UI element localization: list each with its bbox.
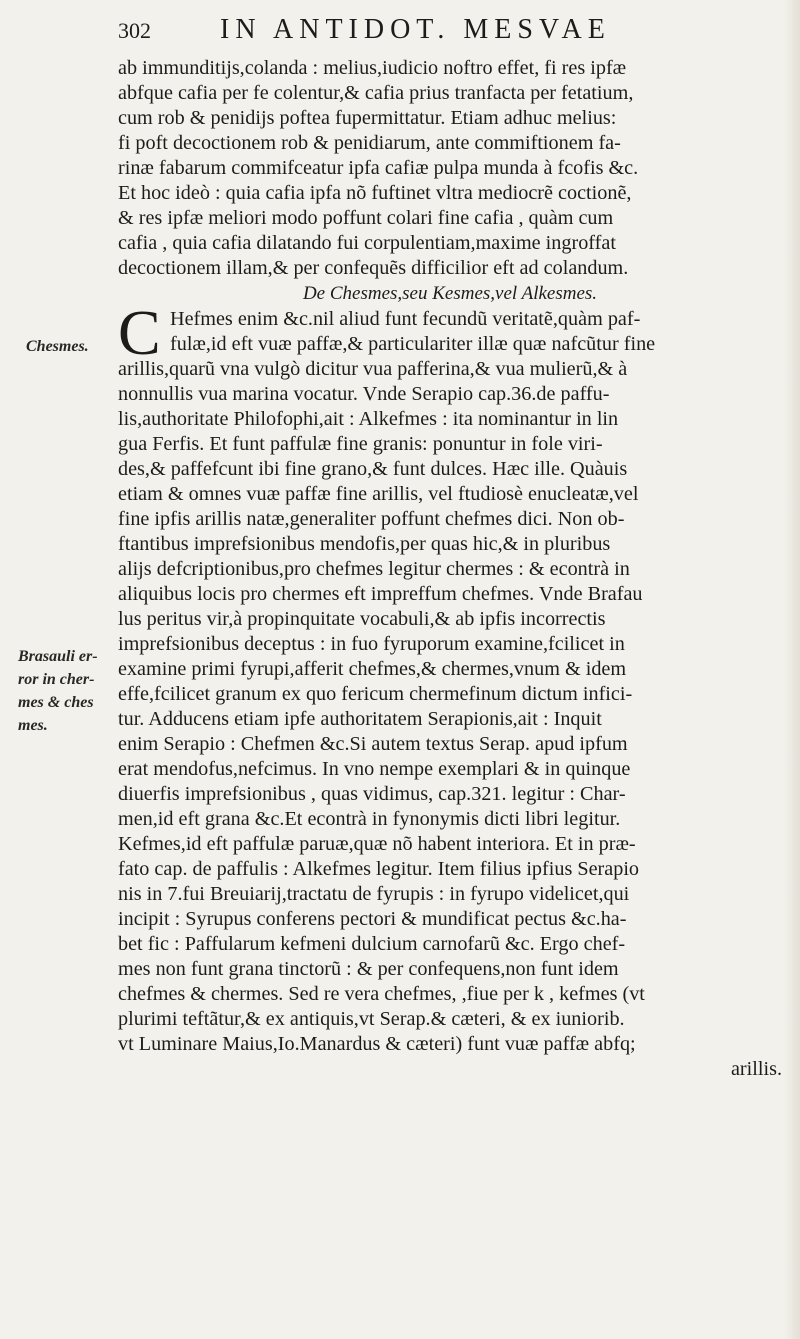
text-line: cafia , quia cafia dilatando fui corpulentiam,maxime ingroffat (118, 232, 616, 254)
drop-cap: C (118, 297, 161, 368)
paragraph-before (118, 56, 782, 281)
text-line: incipit : Syrupus conferens pectori & mundificat pectus &c.ha- (118, 908, 627, 930)
text-line: chefmes & chermes. Sed re vera chefmes, ,fiue per k , kefmes (vt (118, 983, 645, 1005)
text-line: decoctionem illam,& per confequẽs difficilior eft ad colandum. (118, 257, 629, 279)
margin-note-line: mes. (18, 717, 48, 734)
text-line: Et hoc ideò : quia cafia ipfa nõ fuftinet vltra mediocrẽ coctionẽ, (118, 182, 632, 204)
margin-note-line: Brasauli er- (18, 648, 98, 665)
margin-note-chesmes: Chesmes. (26, 338, 89, 355)
text-line: cum rob & penidijs poftea fupermittatur. Etiam adhuc melius: (118, 107, 617, 129)
catchword: arillis. (730, 1058, 782, 1080)
running-head: IN ANTIDOT. MESVAE (220, 14, 611, 45)
text-line: lis,authoritate Philofophi,ait : Alkefmes : ita nominantur in lin (118, 408, 619, 430)
text-line: examine primi fyrupi,afferit chefmes,& chermes,vnum & idem (118, 658, 627, 680)
text-line: Hefmes enim &c.nil aliud funt fecundũ veritatẽ,quàm paf- (170, 308, 641, 330)
section-heading: De Chesmes,seu Kesmes,vel Alkesmes. (302, 283, 598, 304)
page-number: 302 (118, 18, 151, 43)
text-line: des,& paffefcunt ibi fine grano,& funt dulces. Hæc ille. Quàuis (118, 458, 628, 480)
text-line: abfque cafia per fe colentur,& cafia prius tranfacta per fetatium, (118, 82, 634, 104)
text-line: alijs defcriptionibus,pro chefmes legitur chermes : & econtrà in (118, 558, 630, 580)
text-line: arillis,quarũ vna vulgò dicitur vua pafferina,& vua mulierũ,& à (118, 358, 628, 380)
text-line: mes non funt grana tinctorũ : & per confequens,non funt idem (118, 958, 619, 980)
text-line: nis in 7.fui Breuiarij,tractatu de fyrupis : in fyrupo videlicet,qui (118, 883, 630, 905)
paragraph-body (118, 357, 782, 1057)
text-line: lus peritus vir,à propinquitate vocabuli,& ab ipfis incorrectis (118, 608, 606, 630)
text-line: & res ipfæ meliori modo poffunt colari fine cafia , quàm cum (118, 207, 614, 229)
page-edge-shadow (784, 0, 800, 1339)
text-line: fine ipfis arillis natæ,generaliter poffunt chefmes dici. Non ob- (118, 508, 625, 530)
text-line: etiam & omnes vuæ paffæ fine arillis, vel ftudiosè enucleatæ,vel (118, 483, 639, 505)
text-line: effe,fcilicet granum ex quo fericum chermefinum dictum infici- (118, 683, 633, 705)
text-line: fulæ,id eft vuæ paffæ,& particulariter illæ quæ nafcũtur fine (170, 333, 656, 355)
text-line: imprefsionibus deceptus : in fuo fyruporum examine,fcilicet in (118, 633, 625, 655)
text-line: fato cap. de paffulis : Alkefmes legitur. Item filius ipfius Serapio (118, 858, 640, 880)
text-line: erat mendofus,nefcimus. In vno nempe exemplari & in quinque (118, 758, 631, 780)
margin-note-line: mes & ches (18, 694, 94, 711)
text-line: tur. Adducens etiam ipfe authoritatem Serapionis,ait : Inquit (118, 708, 602, 730)
paragraph-chesmes (118, 297, 782, 1057)
text-line: plurimi teftãtur,& ex antiquis,vt Serap.& cæteri, & ex iuniorib. (118, 1008, 625, 1030)
text-line: vt Luminare Maius,Io.Manardus & cæteri) funt vuæ paffæ abfq; (118, 1033, 636, 1055)
text-line: nonnullis vua marina vocatur. Vnde Serapio cap.36.de paffu- (118, 383, 610, 405)
margin-note-brasauli (18, 645, 118, 737)
text-line: bet fic : Paffularum kefmeni dulcium carnofarũ &c. Ergo chef- (118, 933, 626, 955)
text-line: ab immunditijs,colanda : melius,iudicio noftro effet, fi res ipfæ (118, 57, 627, 79)
text-line: men,id eft grana &c.Et econtrà in fynonymis dicti libri legitur. (118, 808, 621, 830)
text-line: aliquibus locis pro chermes eft impreffum chefmes. Vnde Brafau (118, 583, 643, 605)
text-line: diuerfis imprefsionibus , quas vidimus, cap.321. legitur : Char- (118, 783, 626, 805)
text-line: rinæ fabarum commifceatur ipfa cafiæ pulpa munda à fcofis &c. (118, 157, 639, 179)
text-line: gua Ferfis. Et funt paffulæ fine granis: ponuntur in fole viri- (118, 433, 603, 455)
page-header (110, 10, 710, 50)
drop-cap-lines (118, 307, 782, 357)
text-line: ftantibus imprefsionibus mendofis,per quas hic,& in pluribus (118, 533, 611, 555)
text-line: enim Serapio : Chefmen &c.Si autem textus Serap. apud ipfum (118, 733, 628, 755)
text-line: fi poft decoctionem rob & penidiarum, ante commiftionem fa- (118, 132, 621, 154)
main-text (118, 56, 782, 1082)
margin-note-line: ror in cher- (18, 671, 95, 688)
text-line: Kefmes,id eft paffulæ paruæ,quæ nõ habent interiora. Et in præ- (118, 833, 636, 855)
